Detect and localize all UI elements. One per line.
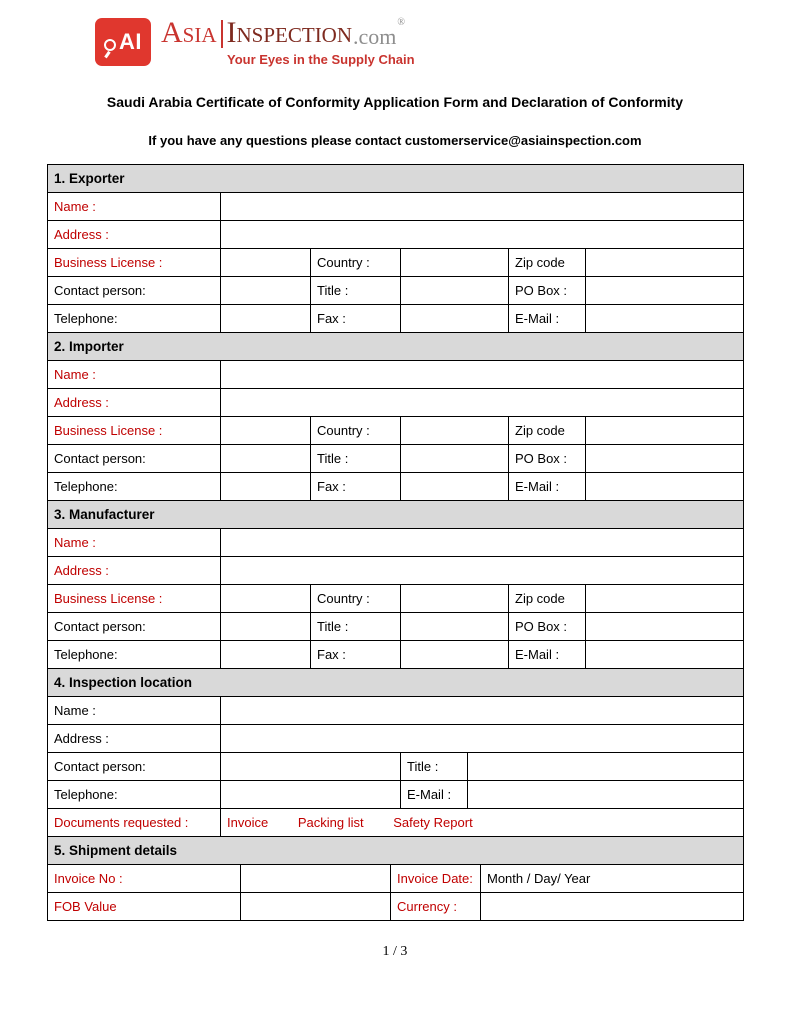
brand-block xyxy=(161,18,415,67)
inspection-location-table xyxy=(47,668,744,837)
exporter-zip-field[interactable] xyxy=(586,249,744,277)
invoice-date-label: Invoice Date: xyxy=(391,865,481,893)
doc-option-invoice: Invoice xyxy=(227,815,269,830)
manufacturer-fax-field[interactable] xyxy=(401,641,509,669)
page-number: 1 / 3 xyxy=(382,944,408,959)
exporter-business-license-label: Business License : xyxy=(48,249,221,277)
inspection-address-field[interactable] xyxy=(221,725,744,753)
manufacturer-section-header: 3. Manufacturer xyxy=(48,501,744,529)
inspection-telephone-label: Telephone: xyxy=(48,781,221,809)
magnifier-icon xyxy=(104,39,116,51)
shipment-section-header: 5. Shipment details xyxy=(48,837,744,865)
brand-com: .com xyxy=(353,24,397,49)
inspection-name-field[interactable] xyxy=(221,697,744,725)
exporter-name-label: Name : xyxy=(48,193,221,221)
manufacturer-email-label: E-Mail : xyxy=(509,641,586,669)
manufacturer-zip-label: Zip code xyxy=(509,585,586,613)
brand-divider xyxy=(221,20,223,48)
form-title: Saudi Arabia Certificate of Conformity Application Form and Declaration of Conformity xyxy=(106,94,684,110)
currency-label: Currency : xyxy=(391,893,481,921)
inspection-name-label: Name : xyxy=(48,697,221,725)
documents-requested-label: Documents requested : xyxy=(48,809,221,837)
exporter-contact-field[interactable] xyxy=(221,277,311,305)
manufacturer-title-field[interactable] xyxy=(401,613,509,641)
manufacturer-country-label: Country : xyxy=(311,585,401,613)
application-form xyxy=(47,164,743,921)
doc-option-packing-list: Packing list xyxy=(297,815,364,830)
exporter-address-label: Address : xyxy=(48,221,221,249)
manufacturer-name-field[interactable] xyxy=(221,529,744,557)
importer-zip-label: Zip code xyxy=(509,417,586,445)
contact-line: If you have any questions please contact customerservice@asiainspection.com xyxy=(148,133,642,148)
exporter-pobox-field[interactable] xyxy=(586,277,744,305)
inspection-contact-field[interactable] xyxy=(221,753,401,781)
importer-zip-field[interactable] xyxy=(586,417,744,445)
inspection-email-field[interactable] xyxy=(468,781,744,809)
manufacturer-country-field[interactable] xyxy=(401,585,509,613)
inspection-telephone-field[interactable] xyxy=(221,781,401,809)
fob-value-field[interactable] xyxy=(241,893,391,921)
exporter-table xyxy=(47,164,744,333)
asiainspection-logo xyxy=(95,18,415,67)
exporter-title-field[interactable] xyxy=(401,277,509,305)
importer-contact-field[interactable] xyxy=(221,445,311,473)
manufacturer-table xyxy=(47,500,744,669)
exporter-telephone-field[interactable] xyxy=(221,305,311,333)
manufacturer-business-license-label: Business License : xyxy=(48,585,221,613)
manufacturer-pobox-label: PO Box : xyxy=(509,613,586,641)
manufacturer-contact-label: Contact person: xyxy=(48,613,221,641)
importer-contact-label: Contact person: xyxy=(48,445,221,473)
currency-field[interactable] xyxy=(481,893,744,921)
exporter-country-label: Country : xyxy=(311,249,401,277)
inspection-title-field[interactable] xyxy=(468,753,744,781)
shipment-details-table xyxy=(47,836,744,921)
manufacturer-title-label: Title : xyxy=(311,613,401,641)
importer-section-header: 2. Importer xyxy=(48,333,744,361)
importer-name-field[interactable] xyxy=(221,361,744,389)
exporter-name-field[interactable] xyxy=(221,193,744,221)
importer-email-label: E-Mail : xyxy=(509,473,586,501)
importer-business-license-label: Business License : xyxy=(48,417,221,445)
logo-icon-text: AI xyxy=(119,29,142,54)
manufacturer-name-label: Name : xyxy=(48,529,221,557)
registered-mark: ® xyxy=(397,17,406,28)
exporter-email-label: E-Mail : xyxy=(509,305,586,333)
exporter-title-label: Title : xyxy=(311,277,401,305)
inspection-section-header: 4. Inspection location xyxy=(48,669,744,697)
importer-pobox-label: PO Box : xyxy=(509,445,586,473)
importer-address-label: Address : xyxy=(48,389,221,417)
documents-options xyxy=(221,809,744,837)
brand-asia: Asia xyxy=(161,16,217,49)
inspection-contact-label: Contact person: xyxy=(48,753,221,781)
fob-value-label: FOB Value xyxy=(48,893,241,921)
exporter-pobox-label: PO Box : xyxy=(509,277,586,305)
exporter-section-header: 1. Exporter xyxy=(48,165,744,193)
manufacturer-zip-field[interactable] xyxy=(586,585,744,613)
exporter-telephone-label: Telephone: xyxy=(48,305,221,333)
manufacturer-address-field[interactable] xyxy=(221,557,744,585)
importer-email-field[interactable] xyxy=(586,473,744,501)
brand-tagline: Your Eyes in the Supply Chain xyxy=(227,52,415,67)
invoice-no-field[interactable] xyxy=(241,865,391,893)
inspection-address-label: Address : xyxy=(48,725,221,753)
brand-name xyxy=(161,18,415,48)
importer-telephone-label: Telephone: xyxy=(48,473,221,501)
importer-telephone-field[interactable] xyxy=(221,473,311,501)
manufacturer-address-label: Address : xyxy=(48,557,221,585)
invoice-no-label: Invoice No : xyxy=(48,865,241,893)
exporter-email-field[interactable] xyxy=(586,305,744,333)
inspection-email-label: E-Mail : xyxy=(401,781,468,809)
doc-option-safety-report: Safety Report xyxy=(393,815,473,830)
logo-icon xyxy=(95,18,151,66)
invoice-date-field[interactable]: Month / Day/ Year xyxy=(481,865,744,893)
importer-fax-field[interactable] xyxy=(401,473,509,501)
brand-inspection: Inspection xyxy=(226,16,353,49)
importer-fax-label: Fax : xyxy=(311,473,401,501)
manufacturer-fax-label: Fax : xyxy=(311,641,401,669)
inspection-title-label: Title : xyxy=(401,753,468,781)
exporter-country-field[interactable] xyxy=(401,249,509,277)
importer-table xyxy=(47,332,744,501)
importer-country-label: Country : xyxy=(311,417,401,445)
importer-title-label: Title : xyxy=(311,445,401,473)
manufacturer-email-field[interactable] xyxy=(586,641,744,669)
exporter-business-license-field[interactable] xyxy=(221,249,311,277)
importer-country-field[interactable] xyxy=(401,417,509,445)
exporter-zip-label: Zip code xyxy=(509,249,586,277)
manufacturer-contact-field[interactable] xyxy=(221,613,311,641)
exporter-address-field[interactable] xyxy=(221,221,744,249)
importer-name-label: Name : xyxy=(48,361,221,389)
manufacturer-telephone-label: Telephone: xyxy=(48,641,221,669)
manufacturer-pobox-field[interactable] xyxy=(586,613,744,641)
exporter-fax-label: Fax : xyxy=(311,305,401,333)
manufacturer-telephone-field[interactable] xyxy=(221,641,311,669)
importer-business-license-field[interactable] xyxy=(221,417,311,445)
importer-pobox-field[interactable] xyxy=(586,445,744,473)
manufacturer-business-license-field[interactable] xyxy=(221,585,311,613)
importer-address-field[interactable] xyxy=(221,389,744,417)
importer-title-field[interactable] xyxy=(401,445,509,473)
exporter-fax-field[interactable] xyxy=(401,305,509,333)
exporter-contact-label: Contact person: xyxy=(48,277,221,305)
